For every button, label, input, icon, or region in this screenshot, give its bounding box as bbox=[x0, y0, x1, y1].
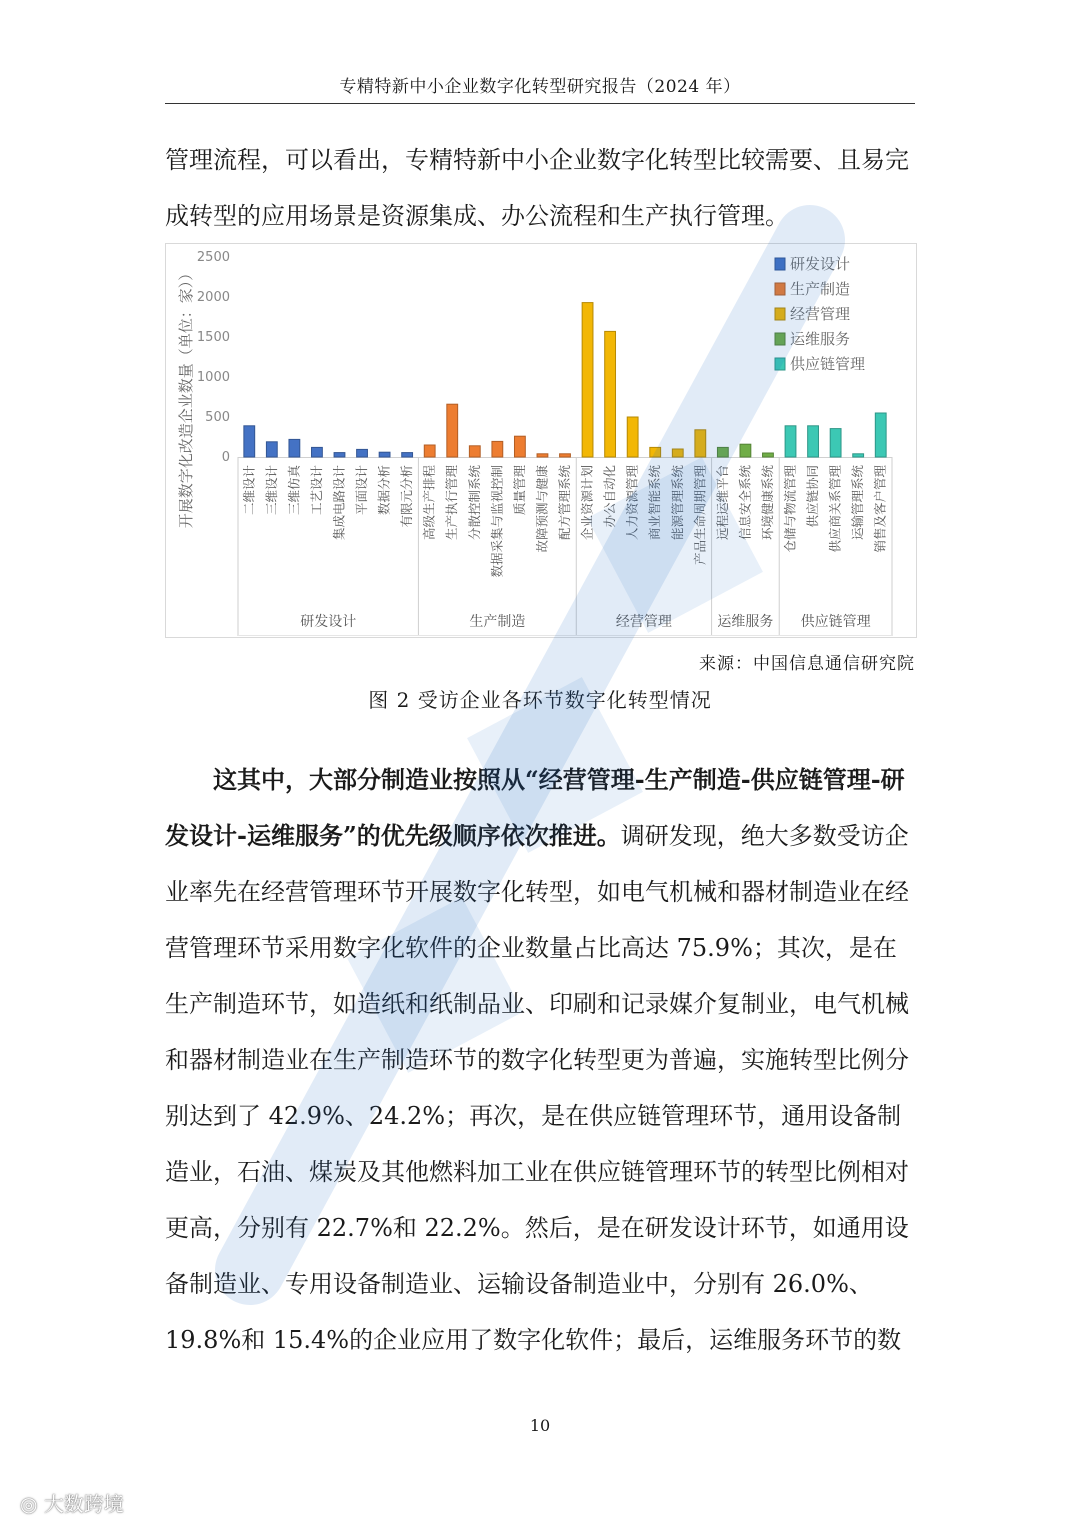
bar bbox=[875, 413, 886, 457]
bar bbox=[560, 454, 571, 457]
chart-frame bbox=[166, 244, 917, 638]
x-category-label: 分散控制系统 bbox=[466, 465, 482, 541]
y-axis-title: 开展数字化改造企业数量（单位：家）） bbox=[177, 265, 195, 529]
y-tick-label: 2500 bbox=[196, 250, 230, 265]
bar bbox=[740, 444, 751, 457]
group-label: 运维服务 bbox=[717, 614, 774, 630]
bar bbox=[492, 441, 503, 457]
legend-label: 经营管理 bbox=[790, 305, 851, 323]
legend-swatch bbox=[775, 358, 785, 370]
x-category-label: 平面设计 bbox=[354, 465, 370, 516]
bar bbox=[469, 446, 480, 457]
x-category-label: 配方管理系统 bbox=[557, 465, 572, 541]
bar bbox=[650, 447, 661, 457]
bar bbox=[537, 454, 548, 457]
y-tick-label: 500 bbox=[205, 410, 230, 425]
bar bbox=[853, 454, 864, 457]
x-category-label: 集成电路设计 bbox=[331, 465, 347, 541]
bar bbox=[785, 426, 796, 457]
bar bbox=[357, 449, 368, 457]
figure-caption: 图 2 受访企业各环节数字化转型情况 bbox=[368, 688, 712, 712]
bar bbox=[244, 426, 255, 457]
paragraph-body-text: 调研发现，绝大多数受访企业率先在经营管理环节开展数字化转型，如电气机械和器材制造业在经营管理环节采用数字化软件的企业数量占比高达 75.9%；其次，是在生产制造环节，如造纸和纸制品业、印刷和记录媒介复制业，电气机械和器材制造业在生产制造环节的数字化转型更为普遍，实施转型比例分别达到了 42.9%、24.2%；再次，是在供应链管理环节，通用设备制造业，石油、煤炭及其他燃料加工业在供应链管理环节的转型比例相对更高，分别有 22.7%和 22.2%。然后，是在研发设计环节，如通用设备制造业、专用设备制造业、运输设备制造业中，分别有 26.0%、19.8%和 15.4%的企业应用了数字化软件；最后，运维服务环节的数 bbox=[165, 822, 909, 1354]
x-category-label: 有限元分析 bbox=[399, 465, 415, 528]
x-category-label: 质量管理 bbox=[511, 465, 527, 516]
x-category-label: 远程运维平台 bbox=[714, 465, 730, 541]
x-category-label: 二维设计 bbox=[241, 465, 257, 516]
y-tick-label: 0 bbox=[221, 450, 230, 465]
group-label: 供应链管理 bbox=[800, 614, 871, 630]
bar bbox=[695, 430, 706, 457]
weibo-icon: ◎ bbox=[20, 1492, 38, 1516]
x-category-label: 数据采集与监视控制 bbox=[489, 465, 505, 578]
x-category-label: 产品生命周期管理 bbox=[692, 465, 708, 566]
x-category-label: 故障预测与健康 bbox=[534, 465, 550, 553]
x-category-label: 人力资源管理 bbox=[624, 465, 640, 541]
legend-label: 供应链管理 bbox=[790, 355, 866, 373]
legend-label: 生产制造 bbox=[790, 280, 851, 298]
bar bbox=[672, 449, 683, 457]
group-label: 经营管理 bbox=[615, 614, 672, 630]
legend-label: 运维服务 bbox=[790, 330, 851, 348]
x-category-label: 工艺设计 bbox=[308, 465, 324, 516]
legend-swatch bbox=[775, 283, 785, 295]
bar bbox=[717, 447, 728, 457]
x-category-label: 数据分析 bbox=[376, 465, 392, 516]
group-label: 生产制造 bbox=[469, 614, 526, 630]
chart-canvas bbox=[165, 243, 917, 638]
x-category-label: 办公自动化 bbox=[602, 465, 618, 528]
x-category-label: 信息安全系统 bbox=[737, 465, 753, 541]
bar bbox=[424, 445, 435, 457]
legend-label: 研发设计 bbox=[790, 255, 851, 273]
watermark-logo bbox=[20, 1488, 124, 1517]
x-category-label: 企业资源计划 bbox=[579, 465, 595, 541]
x-category-label: 运输管理系统 bbox=[850, 465, 866, 541]
x-category-label: 供应链协同 bbox=[805, 465, 821, 528]
bar-chart bbox=[165, 243, 917, 638]
x-category-label: 仓储与物流管理 bbox=[782, 465, 798, 553]
bar bbox=[447, 404, 458, 457]
page-header: 专精特新中小企业数字化转型研究报告（2024 年） bbox=[165, 72, 915, 104]
x-category-label: 高级生产排程 bbox=[421, 465, 437, 541]
x-category-label: 供应商关系管理 bbox=[827, 465, 843, 553]
chart-source: 来源：中国信息通信研究院 bbox=[699, 654, 915, 674]
legend-swatch bbox=[775, 333, 785, 345]
bar bbox=[763, 453, 774, 457]
legend-swatch bbox=[775, 258, 785, 270]
y-tick-label: 2000 bbox=[196, 290, 230, 305]
x-category-label: 销售及客户管理 bbox=[872, 465, 888, 553]
bar bbox=[808, 426, 819, 457]
bar bbox=[289, 439, 300, 457]
paragraph-body bbox=[165, 752, 917, 1368]
bar bbox=[266, 442, 277, 457]
bar bbox=[605, 331, 616, 457]
x-category-label: 商业智能系统 bbox=[647, 465, 663, 541]
bar bbox=[379, 452, 390, 457]
bar bbox=[402, 453, 413, 457]
legend-swatch bbox=[775, 308, 785, 320]
x-category-label: 环境健康系统 bbox=[759, 465, 775, 541]
page-number: 10 bbox=[529, 1416, 551, 1435]
paragraph-lead-bold: 这其中，大部分制造业按照从“经营管理-生产制造-供应链管理-研发设计-运维服务”的优先级顺序依次推进。 bbox=[165, 765, 905, 850]
bar bbox=[312, 447, 323, 457]
x-category-label: 三维设计 bbox=[263, 465, 279, 516]
x-category-label: 能源管理系统 bbox=[669, 465, 685, 541]
y-tick-label: 1500 bbox=[196, 330, 230, 345]
bar bbox=[514, 436, 525, 457]
bar bbox=[627, 417, 638, 457]
x-category-label: 三维仿真 bbox=[286, 465, 302, 516]
y-tick-label: 1000 bbox=[196, 370, 230, 385]
bar bbox=[830, 429, 841, 457]
paragraph-intro: 管理流程，可以看出，专精特新中小企业数字化转型比较需要、且易完成转型的应用场景是资源集成、办公流程和生产执行管理。 bbox=[165, 146, 909, 230]
watermark-text: 大数跨境 bbox=[43, 1492, 124, 1516]
bar bbox=[334, 453, 345, 457]
x-category-label: 生产执行管理 bbox=[444, 465, 460, 541]
bar bbox=[582, 303, 593, 457]
group-label: 研发设计 bbox=[300, 614, 357, 630]
